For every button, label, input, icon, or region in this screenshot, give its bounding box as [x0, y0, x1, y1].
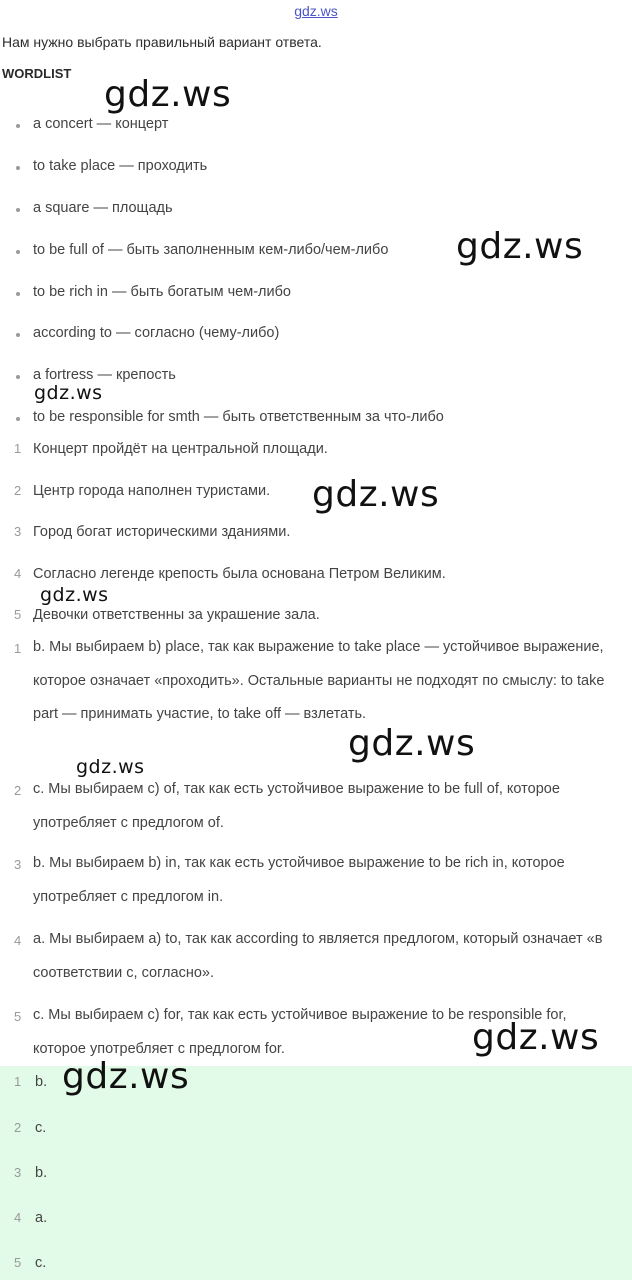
bullet-icon — [16, 375, 20, 379]
watermark: gdz.ws — [456, 226, 584, 267]
watermark: gdz.ws — [40, 584, 109, 606]
watermark: gdz.ws — [472, 1017, 600, 1058]
watermark: gdz.ws — [76, 756, 145, 778]
watermark: gdz.ws — [62, 1056, 190, 1097]
intro-text: Нам нужно выбрать правильный вариант ответа. — [2, 34, 322, 50]
explanation-number: 1 — [14, 641, 22, 656]
bullet-icon — [16, 208, 20, 212]
explanation-text: c. Мы выбираем c) for, так как есть устойчивое выражение to be responsible for, которое употребляет с предлогом for. — [33, 1007, 567, 1057]
bullet-icon — [16, 417, 20, 421]
explanation-text: b. Мы выбираем b) place, так как выражение to take place — устойчивое выражение, которое означает «проходить». Остальные варианты не подходят по смыслу: to take part — принимать участие, to take off — взлетать. — [33, 639, 605, 722]
watermark: gdz.ws — [348, 723, 476, 764]
watermark: gdz.ws — [312, 474, 440, 515]
explanation-number: 2 — [14, 783, 22, 798]
explanation-text: c. Мы выбираем c) of, так как есть устойчивое выражение to be full of, которое употребляет с предлогом of. — [33, 781, 560, 831]
site-link[interactable]: gdz.ws — [294, 3, 338, 19]
bullet-icon — [16, 250, 20, 254]
explanation-number: 3 — [14, 857, 22, 872]
explanation-number: 5 — [14, 1009, 22, 1024]
watermark: gdz.ws — [104, 74, 232, 115]
explanation-number: 4 — [14, 933, 22, 948]
bullet-icon — [16, 292, 20, 296]
bullet-icon — [16, 333, 20, 337]
explanation-text: a. Мы выбираем a) to, так как according to является предлогом, который означает «в соответствии с, согласно». — [33, 931, 603, 981]
watermark: gdz.ws — [34, 382, 103, 404]
bullet-icon — [16, 124, 20, 128]
wordlist-heading: WORDLIST — [2, 66, 72, 81]
explanation-text: b. Мы выбираем b) in, так как есть устойчивое выражение to be rich in, которое употребляет с предлогом in. — [33, 855, 565, 905]
bullet-icon — [16, 166, 20, 170]
answers-panel: 1 b. 2 c. 3 b. 4 a. 5 c. — [0, 1066, 632, 1280]
